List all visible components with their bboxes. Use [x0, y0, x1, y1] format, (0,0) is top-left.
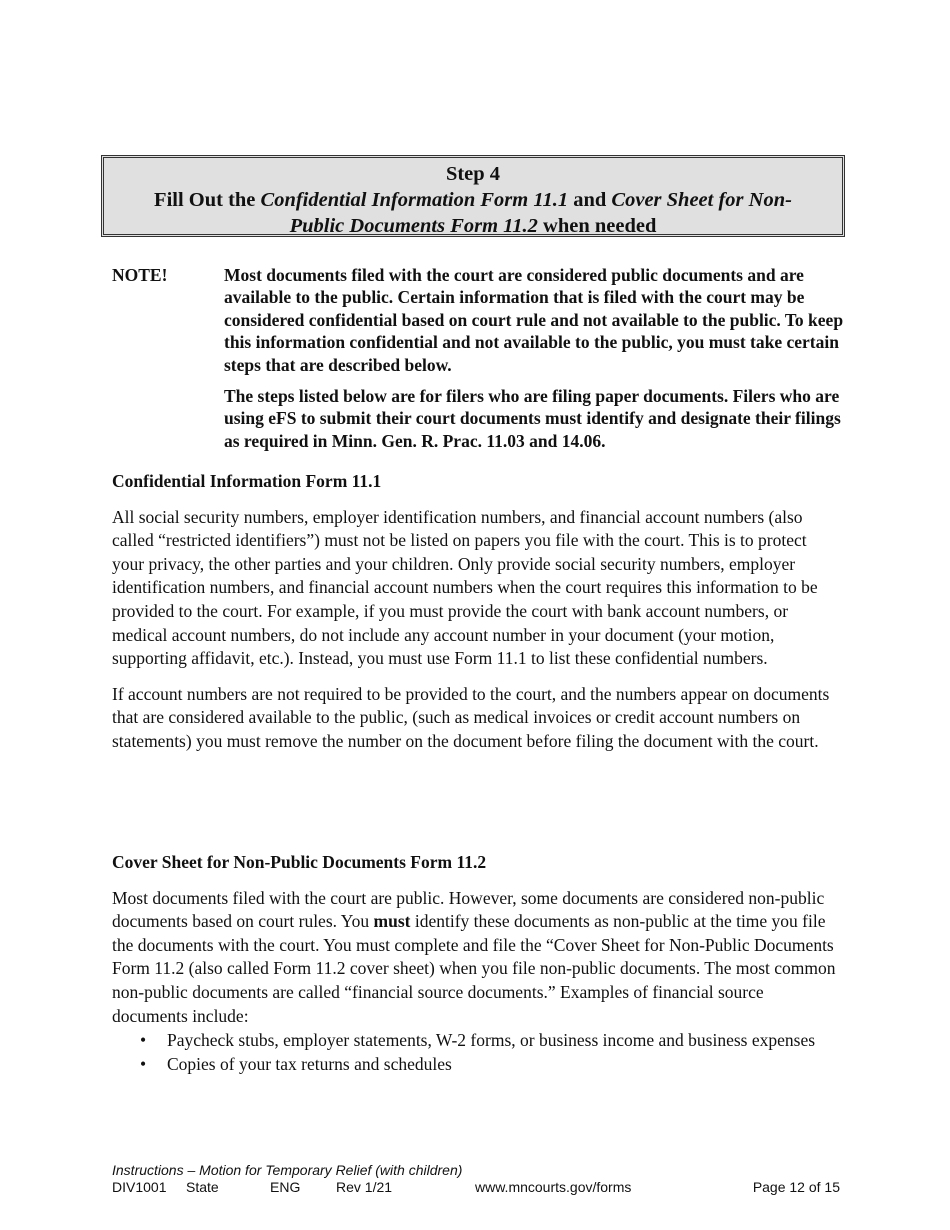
page-footer [112, 1162, 840, 1196]
bullet-dot: • [140, 1053, 147, 1074]
section-paragraph: All social security numbers, employer identification numbers, and financial account numbers (also called “restricted identifiers”) must not be listed on papers you file with the court. This is to protect your privacy, the other parties and your children. Only provide social security numbers, employer identification numbers, and financial account numbers when the court requires this information to be provided to the court. For example, if you must provide the court with bank account numbers, or medical account numbers, do not include any account number in your document (your motion, supporting affidavit, etc.). Instead, you must use Form 11.1 to list these confidential numbers. [112, 506, 818, 669]
section-title: Cover Sheet for Non-Public Documents Form 11.2 [112, 852, 487, 872]
page-number: Page 12 of 15 [752, 1179, 840, 1195]
section-paragraph: If account numbers are not required to be provided to the court, and the numbers appear on documents that are considered available to the public, (such as medical invoices or credit account numbers on statements) you must remove the number on the document before filing the document with the court. [112, 683, 830, 751]
list-item: • Copies of your tax returns and schedules [112, 1053, 842, 1077]
list-item: • Paycheck stubs, employer statements, W-2 forms, or business income and business expenses [112, 1029, 842, 1053]
form-code: DIV1001 [112, 1179, 167, 1195]
section-title: Confidential Information Form 11.1 [112, 471, 382, 491]
note-label: NOTE! [112, 265, 168, 285]
step-title-line-2: Public Documents Form 11.2 when needed [289, 215, 657, 237]
revision: Rev 1/21 [336, 1179, 393, 1195]
language: ENG [270, 1179, 301, 1195]
footer-row [112, 1179, 840, 1196]
step-header-box [101, 155, 845, 237]
step-title-line-1: Fill Out the Confidential Information Form 11.1 and Cover Sheet for Non- [154, 189, 792, 211]
bullet-dot: • [140, 1030, 147, 1050]
note-paragraph-1: Most documents filed with the court are considered public documents and are available to the public. Certain information that is filed with the court may be considered confidential based on court rule and not available to the public. To keep this information confidential and not available to the public, you must take certain steps that are described below. [224, 265, 844, 375]
footer-title: Instructions – Motion for Temporary Relief (with children) [112, 1162, 463, 1178]
forms-url: www.mncourts.gov/forms [475, 1179, 632, 1195]
jurisdiction: State [186, 1179, 219, 1195]
note-paragraph-2: The steps listed below are for filers who are filing paper documents. Filers who are using eFS to submit their court documents must identify and designate their filings as required in Minn. Gen. R. Prac. 11.03 and 14.06. [224, 386, 841, 451]
financial-documents-list [112, 1029, 842, 1076]
note-body [224, 264, 844, 461]
section-cover-sheet [112, 851, 842, 1028]
step-number: Step 4 [445, 163, 501, 185]
section-confidential-info [112, 470, 842, 754]
section-paragraph: Most documents filed with the court are public. However, some documents are considered non-public documents based on court rules. You must identify these documents as non-public at the time you file the documents with the court. You must complete and file the “Cover Sheet for Non-Public Documents Form 11.2 (also called Form 11.2 cover sheet) when you file non-public documents. The most common non-public documents are called “financial source documents.” Examples of financial source documents include: [112, 887, 836, 1026]
